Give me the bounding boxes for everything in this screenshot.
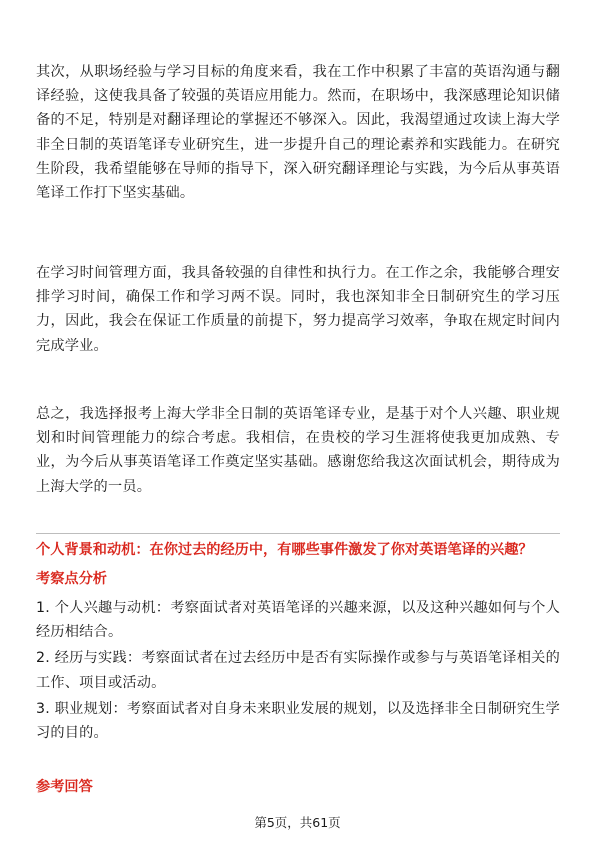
- body-paragraph: 总之，我选择报考上海大学非全日制的英语笔译专业，是基于对个人兴趣、职业规划和时间管理能力的综合考虑。我相信，在贵校的学习生涯将使我更加成熟、专业，为今后从事英语笔译工作奠定坚实基础。感谢您给我这次面试机会，期待成为上海大学的一员。: [36, 406, 560, 495]
- body-paragraph: 在学习时间管理方面，我具备较强的自律性和执行力。在工作之余，我能够合理安排学习时间，确保工作和学习两不误。同时，我也深知非全日制研究生的学习压力，因此，我会在保证工作质量的前提下，努力提高学习效率，争取在规定时间内完成学业。: [36, 265, 560, 354]
- analysis-list: [36, 596, 560, 747]
- analysis-item: 3. 职业规划：考察面试者对自身未来职业发展的规划，以及选择非全日制研究生学习的目的。: [36, 700, 560, 742]
- answer-heading: 参考回答: [36, 779, 93, 795]
- body-paragraph: 其次，从职场经验与学习目标的角度来看，我在工作中积累了丰富的英语沟通与翻译经验，这使我具备了较强的英语应用能力。然而，在职场中，我深感理论知识储备的不足，特别是对翻译理论的掌握还不够深入。因此，我渴望通过攻读上海大学非全日制的英语笔译专业研究生，进一步提升自己的理论素养和实践能力。在研究生阶段，我希望能够在导师的指导下，深入研究翻译理论与实践，为今后从事英语笔译工作打下坚实基础。: [36, 64, 560, 202]
- analysis-heading: 考察点分析: [36, 571, 107, 587]
- page-number: 第5页，共61页: [254, 815, 341, 830]
- section-divider: [36, 533, 560, 534]
- analysis-item: 1. 个人兴趣与动机：考察面试者对英语笔译的兴趣来源，以及这种兴趣如何与个人经历相结合。: [36, 600, 560, 641]
- interview-question: 个人背景和动机：在你过去的经历中，有哪些事件激发了你对英语笔译的兴趣？: [36, 542, 533, 558]
- analysis-item: 2. 经历与实践：考察面试者在过去经历中是否有实际操作或参与与英语笔译相关的工作、项目或活动。: [36, 650, 560, 691]
